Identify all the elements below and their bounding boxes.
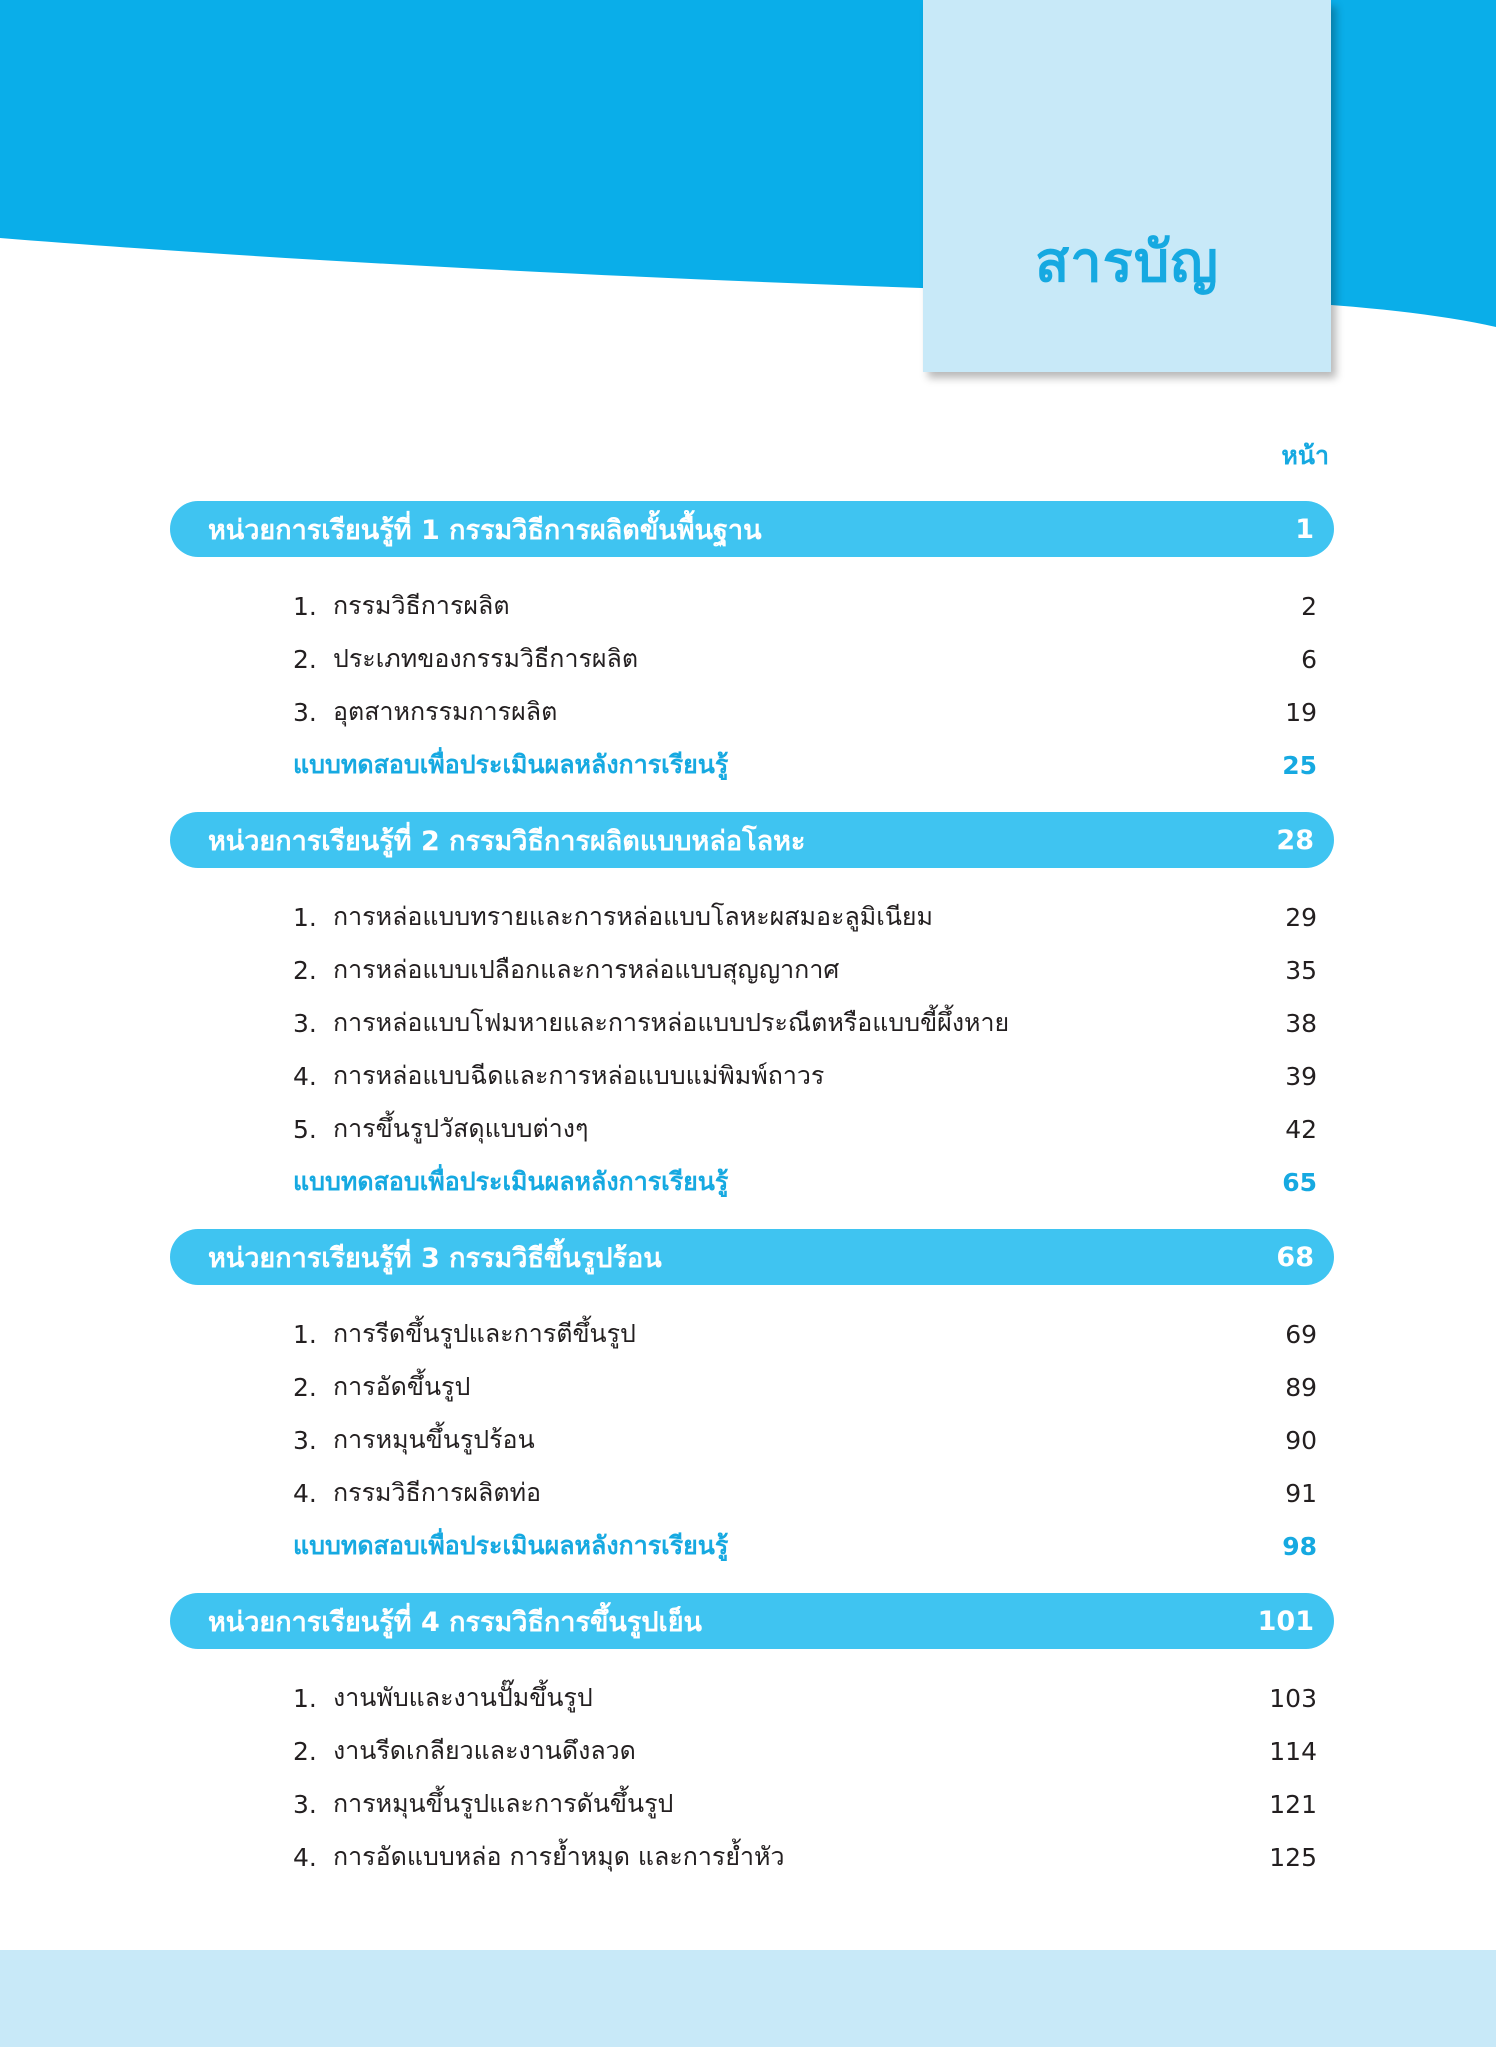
unit-2-header[interactable] xyxy=(170,812,1334,868)
unit-3-header[interactable] xyxy=(170,1229,1334,1285)
unit-page: 28 xyxy=(1276,824,1314,856)
item-label: การหมุนขึ้นรูปร้อน xyxy=(333,1425,535,1454)
item-page: 6 xyxy=(1301,644,1317,674)
item-number: 2. xyxy=(293,1736,317,1766)
unit-page: 68 xyxy=(1276,1241,1314,1273)
toc-item[interactable] xyxy=(293,1000,1317,1046)
title-box xyxy=(923,0,1331,372)
toc-item[interactable] xyxy=(293,583,1317,629)
unit-title: หน่วยการเรียนรู้ที่ 2 กรรมวิธีการผลิตแบบหล่อโลหะ xyxy=(208,825,806,857)
item-page: 91 xyxy=(1285,1478,1317,1508)
item-number: 2. xyxy=(293,644,317,674)
unit-page: 1 xyxy=(1295,513,1314,545)
toc-test-item[interactable] xyxy=(293,1523,1317,1569)
item-number: 4. xyxy=(293,1061,317,1091)
item-number: 3. xyxy=(293,1425,317,1455)
toc-item[interactable] xyxy=(293,1417,1317,1463)
item-page: 42 xyxy=(1285,1114,1317,1144)
toc-test-item[interactable] xyxy=(293,742,1317,788)
item-label: การหล่อแบบทรายและการหล่อแบบโลหะผสมอะลูมิเนียม xyxy=(333,902,934,931)
item-number: 1. xyxy=(293,902,317,932)
test-page: 25 xyxy=(1282,750,1317,780)
test-page: 65 xyxy=(1282,1167,1317,1197)
item-label: งานพับและงานปั๊มขึ้นรูป xyxy=(333,1683,593,1712)
item-page: 19 xyxy=(1285,697,1317,727)
item-number: 3. xyxy=(293,697,317,727)
toc-item[interactable] xyxy=(293,1106,1317,1152)
item-page: 38 xyxy=(1285,1008,1317,1038)
item-label: งานรีดเกลียวและงานดึงลวด xyxy=(333,1736,636,1765)
item-page: 39 xyxy=(1285,1061,1317,1091)
toc-item[interactable] xyxy=(293,1728,1317,1774)
toc-item[interactable] xyxy=(293,947,1317,993)
item-label: การหล่อแบบโฟมหายและการหล่อแบบประณีตหรือแบบขี้ผึ้งหาย xyxy=(333,1008,1010,1037)
test-label: แบบทดสอบเพื่อประเมินผลหลังการเรียนรู้ xyxy=(293,750,729,779)
item-label: การอัดขึ้นรูป xyxy=(333,1372,471,1401)
item-label: การหมุนขึ้นรูปและการดันขึ้นรูป xyxy=(333,1789,674,1818)
item-label: การหล่อแบบเปลือกและการหล่อแบบสุญญากาศ xyxy=(333,955,840,984)
toc-item[interactable] xyxy=(293,1781,1317,1827)
item-page: 69 xyxy=(1285,1319,1317,1349)
unit-1-header[interactable] xyxy=(170,501,1334,557)
item-label: การขึ้นรูปวัสดุแบบต่างๆ xyxy=(333,1114,589,1143)
item-number: 3. xyxy=(293,1008,317,1038)
test-label: แบบทดสอบเพื่อประเมินผลหลังการเรียนรู้ xyxy=(293,1531,729,1560)
item-page: 125 xyxy=(1269,1842,1317,1872)
item-number: 1. xyxy=(293,1683,317,1713)
item-page: 121 xyxy=(1269,1789,1317,1819)
toc-item[interactable] xyxy=(293,1470,1317,1516)
unit-title: หน่วยการเรียนรู้ที่ 3 กรรมวิธีขึ้นรูปร้อน xyxy=(208,1242,662,1274)
toc-item[interactable] xyxy=(293,689,1317,735)
item-label: การอัดแบบหล่อ การย้ำหมุด และการย้ำหัว xyxy=(333,1842,785,1871)
toc-item[interactable] xyxy=(293,1834,1317,1880)
page-column-label: หน้า xyxy=(1281,441,1329,470)
item-page: 103 xyxy=(1269,1683,1317,1713)
unit-title: หน่วยการเรียนรู้ที่ 4 กรรมวิธีการขึ้นรูปเย็น xyxy=(208,1606,703,1638)
item-label: กรรมวิธีการผลิต xyxy=(333,591,510,620)
page-title: สารบัญ xyxy=(1035,229,1219,295)
test-label: แบบทดสอบเพื่อประเมินผลหลังการเรียนรู้ xyxy=(293,1167,729,1196)
item-page: 35 xyxy=(1285,955,1317,985)
item-number: 4. xyxy=(293,1842,317,1872)
item-label: การรีดขึ้นรูปและการตีขึ้นรูป xyxy=(333,1319,636,1348)
item-label: อุตสาหกรรมการผลิต xyxy=(333,697,558,726)
item-number: 1. xyxy=(293,1319,317,1349)
item-number: 5. xyxy=(293,1114,317,1144)
toc-test-item[interactable] xyxy=(293,1159,1317,1205)
item-page: 29 xyxy=(1285,902,1317,932)
toc-item[interactable] xyxy=(293,1675,1317,1721)
footer-band xyxy=(0,1950,1496,2047)
unit-title: หน่วยการเรียนรู้ที่ 1 กรรมวิธีการผลิตขั้นพื้นฐาน xyxy=(208,514,762,546)
item-label: การหล่อแบบฉีดและการหล่อแบบแม่พิมพ์ถาวร xyxy=(333,1061,825,1090)
item-label: กรรมวิธีการผลิตท่อ xyxy=(333,1478,542,1507)
toc-item[interactable] xyxy=(293,1311,1317,1357)
unit-4-header[interactable] xyxy=(170,1593,1334,1649)
item-number: 1. xyxy=(293,591,317,621)
unit-page: 101 xyxy=(1257,1605,1314,1637)
item-number: 4. xyxy=(293,1478,317,1508)
toc-item[interactable] xyxy=(293,894,1317,940)
item-page: 114 xyxy=(1269,1736,1317,1766)
toc-item[interactable] xyxy=(293,1053,1317,1099)
item-label: ประเภทของกรรมวิธีการผลิต xyxy=(333,644,639,673)
toc-item[interactable] xyxy=(293,1364,1317,1410)
toc-item[interactable] xyxy=(293,636,1317,682)
item-page: 2 xyxy=(1301,591,1317,621)
item-number: 2. xyxy=(293,955,317,985)
item-page: 90 xyxy=(1285,1425,1317,1455)
item-number: 3. xyxy=(293,1789,317,1819)
item-page: 89 xyxy=(1285,1372,1317,1402)
test-page: 98 xyxy=(1282,1531,1317,1561)
item-number: 2. xyxy=(293,1372,317,1402)
